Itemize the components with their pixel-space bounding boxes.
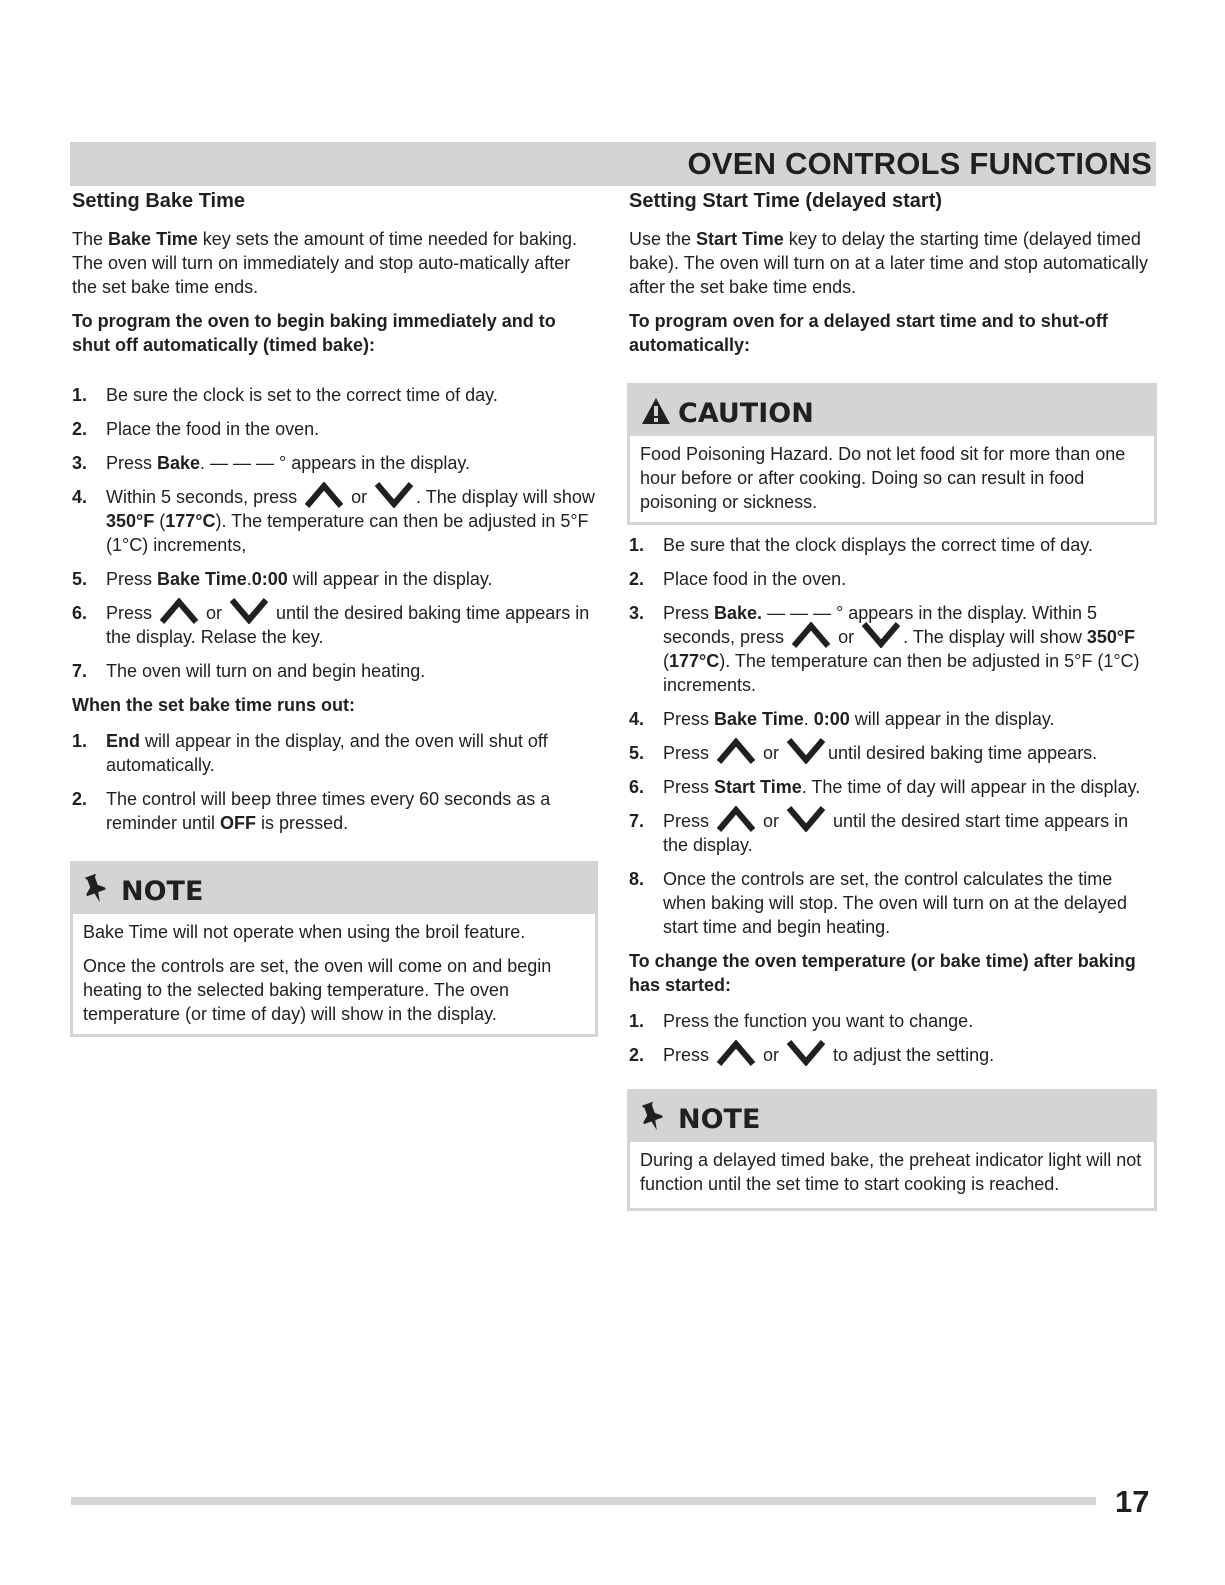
arrow-up-icon xyxy=(716,738,756,764)
step-number: 6. xyxy=(629,777,645,797)
list-item xyxy=(627,601,1157,697)
step-number: 1. xyxy=(629,1011,645,1031)
temp-f: 350°F xyxy=(106,511,155,531)
list-item xyxy=(627,533,1157,557)
left-column xyxy=(70,190,598,1037)
step-number: 1. xyxy=(72,731,88,751)
arrow-down-icon xyxy=(786,738,826,764)
note-body xyxy=(630,1142,1154,1208)
list-item xyxy=(70,729,598,777)
step-text: Press xyxy=(663,743,715,763)
arrow-down-icon xyxy=(374,482,414,508)
step-number: 4. xyxy=(72,487,88,507)
change-steps-list xyxy=(627,1009,1157,1067)
step-text: Press xyxy=(663,709,715,729)
step-text: Press the function you want to change. xyxy=(663,1011,974,1031)
page-number: 17 xyxy=(1115,1484,1150,1519)
step-text: until the desired baking time appears in the display. Relase the key. xyxy=(106,603,590,647)
step-text: will appear in the display, and the oven will shut off automatically. xyxy=(106,731,548,775)
arrow-up-icon xyxy=(791,622,831,648)
step-text: The oven will turn on and begin heating. xyxy=(106,661,426,681)
step-number: 1. xyxy=(629,535,645,555)
or-text: or xyxy=(833,627,860,647)
step-text: . xyxy=(246,569,252,589)
intro-text: The xyxy=(72,229,109,249)
list-item xyxy=(70,383,598,407)
list-item xyxy=(70,659,598,683)
caution-header xyxy=(630,386,1154,436)
intro-text: Use the xyxy=(629,229,697,249)
step-number: 8. xyxy=(629,869,645,889)
step-text: will appear in the display. xyxy=(849,709,1055,729)
right-steps-list xyxy=(627,533,1157,939)
right-intro xyxy=(629,227,1157,299)
step-text: ). The temperature can then be adjusted in 5°F (1°C) increments. xyxy=(663,651,1140,695)
note-text: During a delayed timed bake, the preheat indicator light will not function until the set time to start cooking is reached. xyxy=(640,1150,1142,1194)
arrow-up-icon xyxy=(716,1040,756,1066)
step-text: Within 5 seconds, press xyxy=(106,487,303,507)
or-text: or xyxy=(346,487,373,507)
step-text: Press xyxy=(663,811,715,831)
step-text: Be sure the clock is set to the correct time of day. xyxy=(106,385,498,405)
step-text: to adjust the setting. xyxy=(828,1045,995,1065)
or-text: or xyxy=(758,743,785,763)
list-item xyxy=(70,485,598,557)
left-note-box xyxy=(70,861,598,1037)
right-column xyxy=(627,190,1157,1211)
list-item xyxy=(627,567,1157,591)
list-item xyxy=(627,741,1157,765)
caution-text: Food Poisoning Hazard. Do not let food sit for more than one hour before or after cooking. Doing so can result in food poisoning or sickness. xyxy=(640,444,1126,512)
step-text: will appear in the display. xyxy=(287,569,493,589)
step-text: — — — ° appears in the display. Within 5 seconds, press xyxy=(663,603,1098,647)
right-subtitle: Setting Start Time (delayed start) xyxy=(629,190,943,212)
step-number: 7. xyxy=(72,661,88,681)
pushpin-icon xyxy=(640,1101,666,1133)
step-text: Place food in the oven. xyxy=(663,569,847,589)
paren-text: ( xyxy=(663,651,669,671)
left-subtitle: Setting Bake Time xyxy=(72,190,246,212)
step-number: 3. xyxy=(72,453,88,473)
step-text: Press xyxy=(106,603,158,623)
step-text: . — — — ° appears in the display. xyxy=(200,453,471,473)
section-title: OVEN CONTROLS FUNCTIONS xyxy=(687,146,1152,181)
right-note-box xyxy=(627,1089,1157,1211)
step-text: . The display will show xyxy=(903,627,1087,647)
pushpin-icon xyxy=(83,873,109,905)
step-text: . xyxy=(803,709,814,729)
step-number: 1. xyxy=(72,385,88,405)
display-value: 0:00 xyxy=(251,569,288,589)
step-text: until the desired start time appears in the display. xyxy=(663,811,1129,855)
temp-c: 177°C xyxy=(669,651,720,671)
step-text: . The time of day will appear in the display. xyxy=(801,777,1141,797)
step-text: Press xyxy=(106,453,158,473)
step-text: ). The temperature can then be adjusted in 5°F (1°C) increments, xyxy=(106,511,589,555)
note-text: Once the controls are set, the oven will come on and begin heating to the selected baking temperature. The oven temperature (or time of day) will show in the display. xyxy=(83,956,552,1024)
caution-label: CAUTION xyxy=(678,398,814,429)
list-item xyxy=(627,707,1157,731)
change-heading: To change the oven temperature (or bake time) after baking has started: xyxy=(629,951,1136,995)
step-text: Press xyxy=(106,569,158,589)
left-program-heading: To program the oven to begin baking immediately and to shut off automatically (timed bake): xyxy=(72,311,556,355)
step-number: 2. xyxy=(629,569,645,589)
display-value: 0:00 xyxy=(813,709,850,729)
arrow-up-icon xyxy=(159,598,199,624)
arrow-down-icon xyxy=(786,806,826,832)
step-text: Place the food in the oven. xyxy=(106,419,320,439)
step-number: 3. xyxy=(629,603,645,623)
step-text: Once the controls are set, the control calculates the time when baking will stop. The oven will turn on at the delayed start time and begin heating. xyxy=(663,869,1127,937)
temp-c: 177°C xyxy=(165,511,216,531)
arrow-down-icon xyxy=(229,598,269,624)
arrow-up-icon xyxy=(716,806,756,832)
end-key: End xyxy=(106,731,140,751)
arrow-up-icon xyxy=(304,482,344,508)
step-number: 2. xyxy=(629,1045,645,1065)
list-item xyxy=(627,775,1157,799)
list-item xyxy=(70,451,598,475)
intro-text-end: key to delay the starting time (delayed timed bake). The oven will turn on at a later time and stop automatically after the set bake time ends. xyxy=(629,229,1148,297)
bake-time-key: Bake Time xyxy=(108,229,198,249)
step-text: Press xyxy=(663,777,715,797)
note-header xyxy=(630,1092,1154,1142)
step-text: until desired baking time appears. xyxy=(828,743,1098,763)
step-number: 5. xyxy=(629,743,645,763)
step-number: 2. xyxy=(72,419,88,439)
step-text: Press xyxy=(663,1045,715,1065)
step-number: 4. xyxy=(629,709,645,729)
note-body xyxy=(73,914,595,1034)
step-number: 5. xyxy=(72,569,88,589)
step-text: . The display will show xyxy=(416,487,595,507)
arrow-down-icon xyxy=(786,1040,826,1066)
list-item xyxy=(627,809,1157,857)
caution-box xyxy=(627,383,1157,525)
start-time-key: Start Time xyxy=(696,229,784,249)
step-text: is pressed. xyxy=(256,813,349,833)
bake-time-key: Bake Time xyxy=(157,569,247,589)
left-steps-list xyxy=(70,383,598,683)
step-number: 6. xyxy=(72,603,88,623)
list-item xyxy=(70,417,598,441)
runs-out-heading: When the set bake time runs out: xyxy=(72,695,356,715)
bake-time-key: Bake Time xyxy=(714,709,804,729)
list-item xyxy=(70,567,598,591)
paren-text: ( xyxy=(154,511,166,531)
list-item xyxy=(70,601,598,649)
caution-body xyxy=(630,436,1154,522)
step-number: 2. xyxy=(72,789,88,809)
list-item xyxy=(627,867,1157,939)
footer-bar xyxy=(71,1497,1096,1505)
arrow-down-icon xyxy=(861,622,901,648)
step-number: 7. xyxy=(629,811,645,831)
note-header xyxy=(73,864,595,914)
note-text: Bake Time will not operate when using the broil feature. xyxy=(83,922,526,942)
step-text: Press xyxy=(663,603,715,623)
note-label: NOTE xyxy=(678,1104,761,1135)
runs-out-steps-list xyxy=(70,729,598,835)
bake-key: Bake xyxy=(157,453,201,473)
off-key: OFF xyxy=(220,813,257,833)
bake-key: Bake. xyxy=(714,603,763,623)
intro-text-end: key sets the amount of time needed for baking. The oven will turn on immediately and stop auto-matically after the set bake time ends. xyxy=(72,229,577,297)
list-item xyxy=(627,1043,1157,1067)
note-label: NOTE xyxy=(121,876,204,907)
right-program-heading: To program oven for a delayed start time and to shut-off automatically: xyxy=(629,311,1108,355)
warning-triangle-icon xyxy=(640,396,672,426)
list-item xyxy=(70,787,598,835)
or-text: or xyxy=(758,811,785,831)
or-text: or xyxy=(758,1045,785,1065)
start-time-key: Start Time xyxy=(714,777,802,797)
temp-f: 350°F xyxy=(1086,627,1136,647)
step-text: The control will beep three times every 60 seconds as a reminder until xyxy=(106,789,551,833)
left-intro xyxy=(72,227,598,299)
step-text: Be sure that the clock displays the correct time of day. xyxy=(663,535,1093,555)
section-header-bar xyxy=(70,142,1156,186)
list-item xyxy=(627,1009,1157,1033)
or-text: or xyxy=(201,603,228,623)
